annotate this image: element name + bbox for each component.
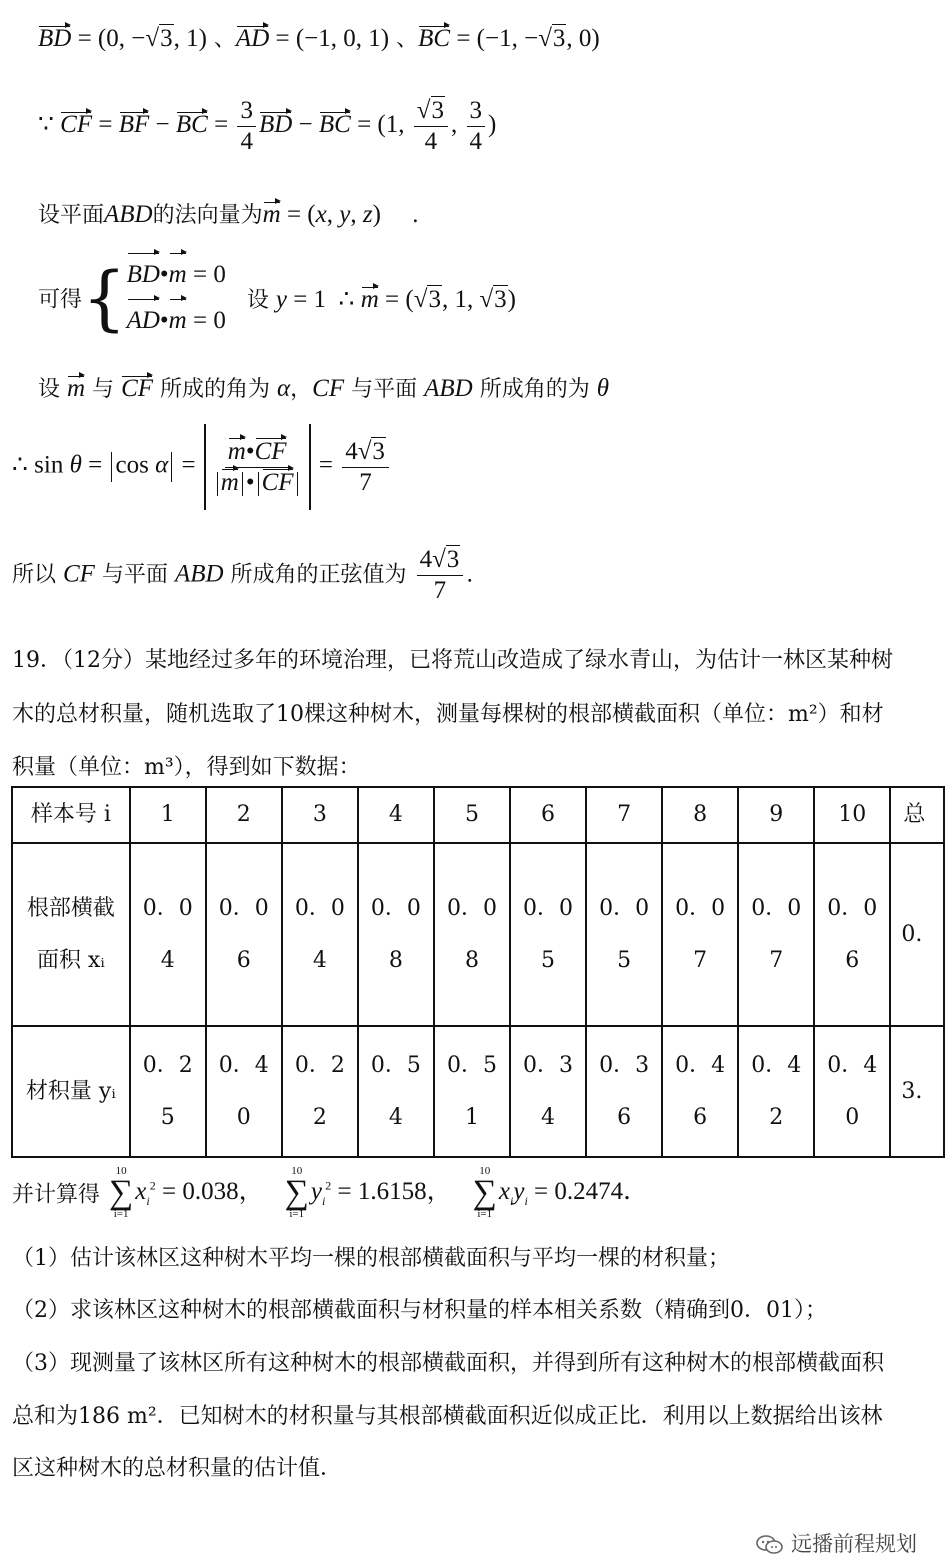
table-cell: 0．0 4 <box>282 843 358 1026</box>
table-col-header: 2 <box>206 787 282 843</box>
table-cell: 0．4 2 <box>738 1026 814 1157</box>
table-row-x <box>12 843 944 1026</box>
table-col-header: 总 <box>890 787 944 843</box>
question-1: （1）估计该林区这种树木平均一棵的根部横截面积与平均一棵的材积量； <box>12 1246 730 1271</box>
table-col-header: 6 <box>510 787 586 843</box>
table-cell: 0．0 6 <box>814 843 890 1026</box>
table-cell: 0．2 5 <box>130 1026 206 1157</box>
table-cell: 0．0 5 <box>510 843 586 1026</box>
table-row-y <box>12 1026 944 1157</box>
table-col-header: 1 <box>130 787 206 843</box>
row-x-label: 根部横截 面积 xᵢ <box>12 843 130 1026</box>
table-cell: 0．5 1 <box>434 1026 510 1157</box>
table-cell: 0．0 7 <box>738 843 814 1026</box>
table-col-header: 3 <box>282 787 358 843</box>
table-cell: 0．0 7 <box>662 843 738 1026</box>
table-header-label: 样本号 i <box>12 787 130 843</box>
eq-vectors: BD = (0, −√3, 1) 、AD = (−1, 0, 1) 、BC = (−1, −√3, 0) <box>38 25 600 52</box>
table-cell: 0．0 8 <box>358 843 434 1026</box>
problem19-line3: 积量（单位：m³），得到如下数据： <box>12 755 361 780</box>
table-cell: 0．5 4 <box>358 1026 434 1157</box>
eq-cf: ∵ CF = BF − BC = $\frac{3}{4}$ BD − BC = (1, $\frac{√3}{4}$ , $\frac{3}{4}$ ) <box>38 97 497 155</box>
sums-line: 并计算得 10 ∑ i=1 $x_i^2 = 0.038$， 10 ∑ i=1 $y_i^2 = 1.6158$， 10 ∑ i=1 $x_iy_i = 0.2474$． <box>12 1165 649 1220</box>
question-3-line2: 总和为186 m²．已知树木的材积量与其根部横截面积近似成正比．利用以上数据给出该林 <box>12 1404 883 1429</box>
table-col-header: 7 <box>586 787 662 843</box>
question-2: （2）求该林区这种树木的根部横截面积与材积量的样本相关系数（精确到0．01）； <box>12 1298 827 1323</box>
row-y-label: 材积量 yᵢ <box>12 1026 130 1157</box>
table-col-header: 5 <box>434 787 510 843</box>
table-cell: 0．4 0 <box>206 1026 282 1157</box>
sin-theta-equation: ∴ sin θ = cos α = $\frac{m•CF}{m • CF}$ = $\frac{4√3}{7}$ <box>12 424 392 510</box>
data-table <box>11 786 945 1158</box>
table-cell: 3. <box>890 1026 944 1157</box>
wechat-icon <box>755 1534 785 1556</box>
table-col-header: 4 <box>358 787 434 843</box>
problem19-line2: 木的总材积量，随机选取了10棵这种树木，测量每棵树的根部横截面积（单位：m²）和材 <box>12 702 884 727</box>
equation-system: 可得{ BD•m = 0 AD•m = 0 设 y = 1 ∴ m = (√3, 1, √3) <box>38 252 516 344</box>
watermark-text: 远播前程规划 <box>791 1532 917 1556</box>
question-3-line1: （3）现测量了该林区所有这种树木的根部横截面积，并得到所有这种树木的根部横截面积 <box>12 1351 885 1376</box>
table-col-header: 8 <box>662 787 738 843</box>
watermark <box>755 1528 917 1558</box>
table-header-row <box>12 787 944 843</box>
problem19-line1: 19．（12分）某地经过多年的环境治理，已将荒山改造成了绿水青山，为估计一林区某种树 <box>12 648 893 673</box>
table-cell: 0．0 5 <box>586 843 662 1026</box>
normal-vector-definition: 设平面ABD的法向量为m = (x, y, z) . <box>38 201 419 228</box>
table-cell: 0．0 4 <box>130 843 206 1026</box>
table-cell: 0. <box>890 843 944 1026</box>
question-3-line3: 区这种树木的总材积量的估计值． <box>12 1456 343 1481</box>
table-cell: 0．0 6 <box>206 843 282 1026</box>
table-cell: 0．4 0 <box>814 1026 890 1157</box>
table-cell: 0．3 4 <box>510 1026 586 1157</box>
conclusion: 所以 CF 与平面 ABD 所成角的正弦值为 $\frac{4√3}{7}$ . <box>12 546 474 604</box>
table-col-header: 9 <box>738 787 814 843</box>
table-cell: 0．4 6 <box>662 1026 738 1157</box>
angle-definition: 设 m 与 CF 所成的角为 α，CF 与平面 ABD 所成角的为 θ <box>38 375 609 402</box>
table-cell: 0．3 6 <box>586 1026 662 1157</box>
table-cell: 0．2 2 <box>282 1026 358 1157</box>
table-cell: 0．0 8 <box>434 843 510 1026</box>
table-col-header: 10 <box>814 787 890 843</box>
